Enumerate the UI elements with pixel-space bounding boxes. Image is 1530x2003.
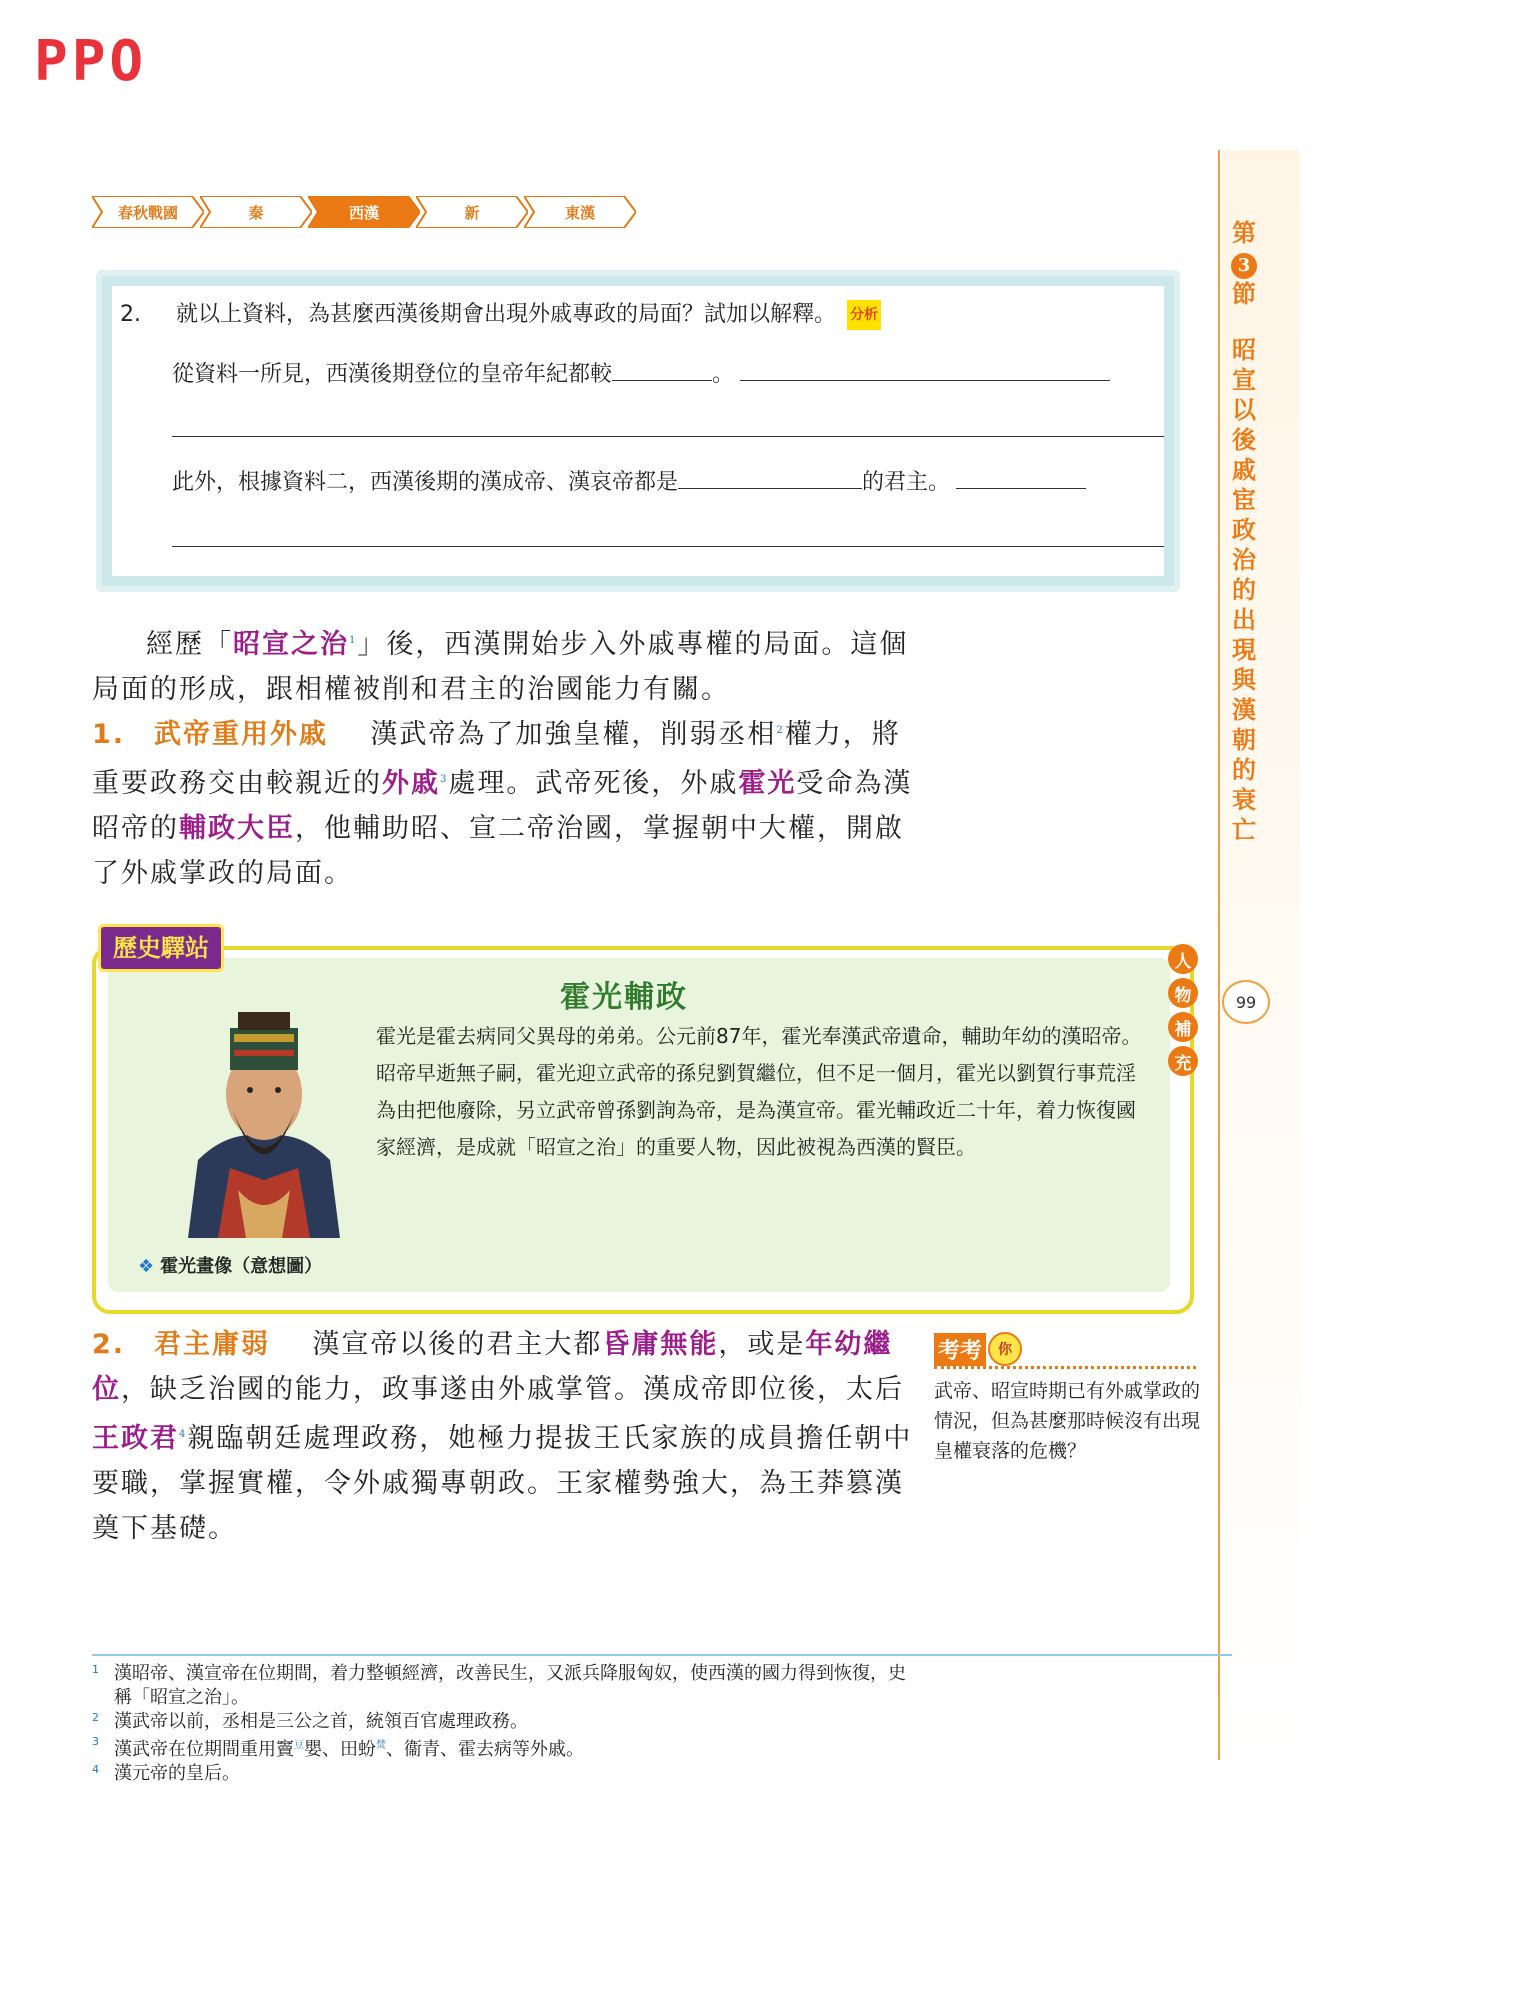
section-title-char: 治 — [1232, 545, 1256, 574]
footnote-4: 4 漢元帝的皇后。 — [92, 1763, 240, 1784]
supplement-tag-char-1: 人 — [1168, 944, 1198, 974]
section-title-char: 漢 — [1232, 695, 1256, 724]
section-1-paragraph: 1. 武帝重用外戚 漢武帝為了加強皇權，削弱丞相$^2$權力，將重要政務交由較親近的外戚$^3$處理。武帝死後，外戚霍光受命為漢昭帝的輔政大臣，他輔助昭、宣二帝治國，掌握朝中大權，開啟了外戚掌政的局面。 — [92, 719, 913, 889]
section-2-heading: 2. 君主庸弱 — [92, 1329, 271, 1360]
section-title-char: 昭 — [1232, 335, 1256, 364]
supplement-tag-char-2: 物 — [1168, 978, 1198, 1008]
answer-blank-1[interactable] — [612, 358, 712, 381]
breadcrumb-item-2[interactable]: 秦 — [200, 196, 312, 228]
publisher-logo: PPO — [34, 29, 148, 94]
section-title-char: 亡 — [1232, 815, 1256, 844]
portrait-image — [178, 990, 350, 1238]
keyword-waiqi: 外戚 — [382, 768, 440, 799]
side-divider — [1218, 150, 1220, 1760]
section-title-char: 宦 — [1232, 485, 1256, 514]
quiz-you-header — [934, 1332, 1022, 1366]
section-title-char: 以 — [1232, 395, 1256, 424]
section-title-char: 出 — [1232, 605, 1256, 634]
answer-blank-2[interactable] — [740, 358, 1110, 381]
diamond-icon: ❖ — [138, 1256, 155, 1277]
intro-paragraph: 經歷「昭宣之治$^1$」後，西漢開始步入外戚專權的局面。這個局面的形成，跟相權被削和君主的治國能力有關。 — [92, 629, 909, 705]
history-station-title: 霍光輔政 — [560, 980, 688, 1015]
answer-blank-4[interactable] — [956, 466, 1086, 489]
section-number: 3 — [1231, 253, 1257, 279]
answer-rule-1[interactable] — [172, 436, 1164, 437]
section-title-char: 政 — [1232, 515, 1256, 544]
exercise-question — [120, 300, 881, 330]
keyword-huoguang: 霍光 — [738, 768, 797, 799]
supplement-tag-char-3: 補 — [1168, 1012, 1198, 1042]
footnote-3: 3 漢武帝在位期間重用竇$^豆$嬰、田蚡$^焚$、衞青、霍去病等外戚。 — [92, 1735, 584, 1760]
history-station-badge: 歷史驛站 — [98, 924, 224, 972]
answer-rule-2[interactable] — [172, 546, 1164, 547]
quiz-divider — [934, 1366, 1196, 1369]
section-title-text — [1226, 335, 1262, 845]
answer-blank-3[interactable] — [678, 466, 862, 489]
breadcrumb-item-5[interactable]: 東漢 — [524, 196, 636, 228]
section-1-heading: 1. 武帝重用外戚 — [92, 719, 329, 750]
keyword-younian: 年幼繼位 — [92, 1329, 893, 1405]
page-number: 99 — [1222, 980, 1270, 1024]
breadcrumb-item-3-active[interactable]: 西漢 — [308, 196, 420, 228]
footnote-2: 2 漢武帝以前，丞相是三公之首，統領百官處理政務。 — [92, 1711, 528, 1732]
quiz-label: 考考 — [934, 1333, 986, 1366]
section-title-char: 宣 — [1232, 365, 1256, 394]
section-title-char: 朝 — [1232, 725, 1256, 754]
section-title-char: 的 — [1232, 755, 1256, 784]
breadcrumb-item-4[interactable]: 新 — [416, 196, 528, 228]
section-title-vertical: 第 3 節 昭 宣 以 後 戚 宦 政 治 的 出 現 與 漢 朝 的 衰 亡 — [1226, 218, 1262, 845]
portrait-caption: ❖ 霍光畫像（意想圖） — [138, 1256, 323, 1277]
footnote-divider — [92, 1654, 1232, 1656]
analysis-tag: 分析 — [847, 300, 881, 330]
keyword-fuzheng: 輔政大臣 — [179, 813, 295, 844]
answer-line-2: 此外，根據資料二，西漢後期的漢成帝、漢哀帝都是 的君主。 — [172, 466, 1086, 498]
breadcrumb-item-1[interactable]: 春秋戰國 — [92, 196, 204, 228]
quiz-you-badge: 你 — [988, 1332, 1022, 1366]
supplement-tag-char-4: 充 — [1168, 1046, 1198, 1076]
answer-line-1: 從資料一所見，西漢後期登位的皇帝年紀都較 。 — [172, 358, 1110, 390]
section-title-char: 後 — [1232, 425, 1256, 454]
quiz-question: 武帝、昭宣時期已有外戚掌政的情況，但為甚麼那時候沒有出現皇權衰落的危機？ — [934, 1380, 1201, 1462]
footnotes — [92, 1662, 912, 1786]
keyword-wangzhengjun: 王政君 — [92, 1423, 179, 1454]
footnote-1: 1 漢昭帝、漢宣帝在位期間，着力整頓經濟，改善民生，又派兵降服匈奴，使西漢的國力得到恢復，史稱「昭宣之治」。 — [92, 1663, 906, 1708]
section-title-char: 與 — [1232, 665, 1256, 694]
question-number: 2. — [120, 302, 141, 327]
keyword-hunyong: 昏庸無能 — [602, 1329, 719, 1360]
section-title-char: 衰 — [1232, 785, 1256, 814]
section-title-char: 的 — [1232, 575, 1256, 604]
section-title-char: 現 — [1232, 635, 1256, 664]
breadcrumb — [92, 196, 632, 228]
section-title-char: 戚 — [1232, 455, 1256, 484]
question-text: 就以上資料，為甚麼西漢後期會出現外戚專政的局面？試加以解釋。 — [175, 302, 836, 327]
section-2-paragraph: 2. 君主庸弱 漢宣帝以後的君主大都昏庸無能，或是年幼繼位，缺乏治國的能力，政事遂由外戚掌管。漢成帝即位後，太后王政君$^4$親臨朝廷處理政務，她極力提拔王氏家族的成員擔任朝中要職，掌握實權，令外戚獨專朝政。王家權勢強大，為王莽篡漢奠下基礎。 — [92, 1329, 913, 1544]
keyword-zhaoxuan: 昭宣之治 — [233, 629, 349, 660]
history-station-text: 霍光是霍去病同父異母的弟弟。公元前87年，霍光奉漢武帝遺命，輔助年幼的漢昭帝。昭帝早逝無子嗣，霍光迎立武帝的孫兒劉賀繼位，但不足一個月，霍光以劉賀行事荒淫為由把他廢除，另立武帝曾孫劉詢為帝，是為漢宣帝。霍光輔政近二十年，着力恢復國家經濟，是成就「昭宣之治」的重要人物，因此被視為西漢的賢臣。 — [376, 1024, 1142, 1159]
